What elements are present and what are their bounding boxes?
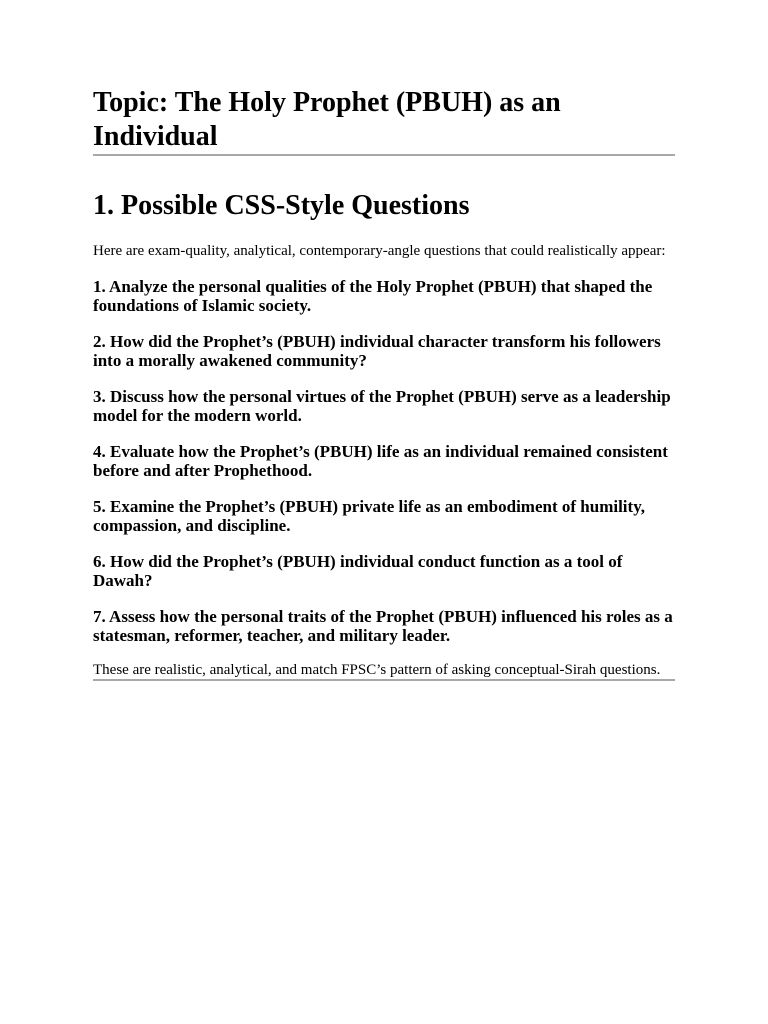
- question-item-6: 6. How did the Prophet’s (PBUH) individual conduct function as a tool of Dawah?: [93, 552, 623, 590]
- question-item-3: 3. Discuss how the personal virtues of the Prophet (PBUH) serve as a leadership model for the modern world.: [93, 387, 671, 425]
- section-heading: 1. Possible CSS-Style Questions: [93, 190, 470, 221]
- closing-paragraph: These are realistic, analytical, and match FPSC’s pattern of asking conceptual-Sirah questions.: [93, 662, 661, 678]
- page-title: Topic: The Holy Prophet (PBUH) as an Individual: [93, 87, 561, 152]
- divider-bottom: [93, 679, 675, 681]
- question-item-5: 5. Examine the Prophet’s (PBUH) private life as an embodiment of humility, compassion, and discipline.: [93, 497, 646, 535]
- intro-paragraph: Here are exam-quality, analytical, contemporary-angle questions that could realistically appear:: [93, 243, 666, 259]
- question-item-7: 7. Assess how the personal traits of the Prophet (PBUH) influenced his roles as a statesman, reformer, teacher, and military leader.: [93, 607, 673, 645]
- questions-list: [93, 277, 675, 645]
- question-item-4: 4. Evaluate how the Prophet’s (PBUH) life as an individual remained consistent before and after Prophethood.: [93, 442, 668, 480]
- question-item-1: 1. Analyze the personal qualities of the Holy Prophet (PBUH) that shaped the foundations of Islamic society.: [93, 277, 653, 315]
- divider-top: [93, 154, 675, 156]
- question-item-2: 2. How did the Prophet’s (PBUH) individual character transform his followers into a morally awakened community?: [93, 332, 661, 370]
